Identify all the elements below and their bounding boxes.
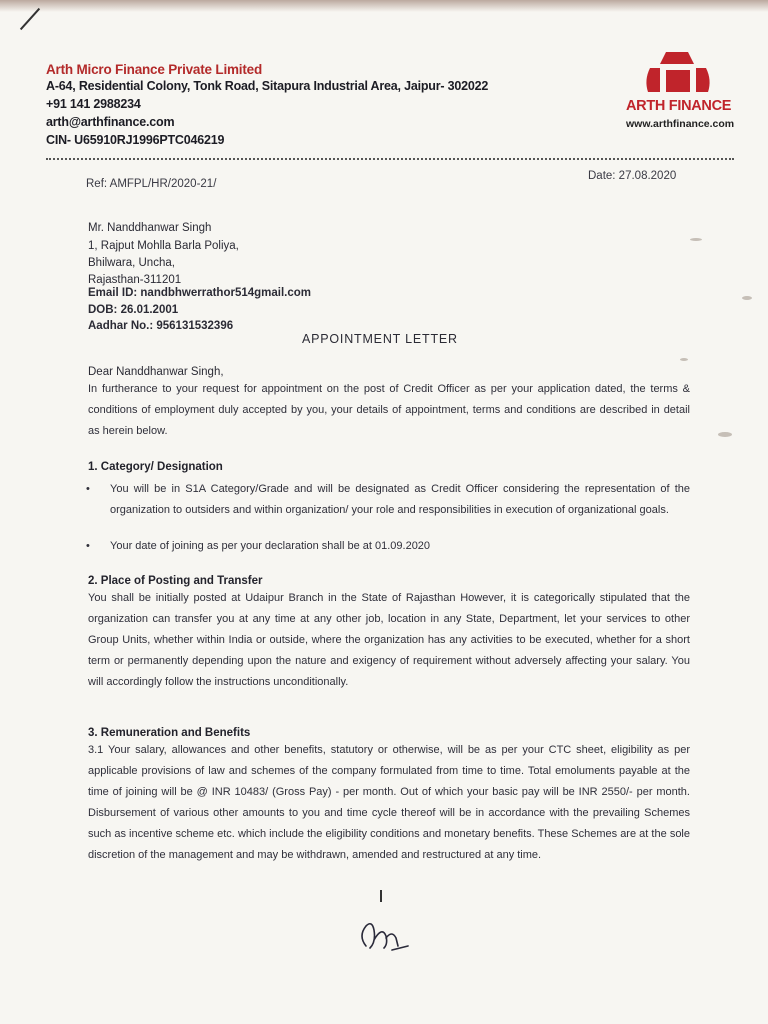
header-divider [46,158,734,160]
bullet-icon: • [86,540,90,552]
section-1-bullet [86,536,690,557]
recipient-aadhar: Aadhar No.: 956131532396 [88,320,234,332]
letter-date: Date: 27.08.2020 [588,170,677,182]
recipient-dob: DOB: 26.01.2001 [88,304,179,316]
section-2-body: You shall be initially posted at Udaipur Branch in the State of Rajasthan However, it is categorically stipulated that the organization can transfer you at any time at any other job, location in any State, Department, let your services to other Group Units, whether within India or outside, where the organization has any activities to be executed, whether for a short term or permanently depending upon the nature and exigency of requirement without adversely affecting your salary. You will accordingly follow the instructions unconditionally. [88,592,690,688]
logo-website: www.arthfinance.com [626,118,735,130]
logo-brand-name: ARTH FINANCE [626,98,732,114]
scan-edge [0,0,768,12]
section-3-body: 3.1 Your salary, allowances and other benefits, statutory or otherwise, will be as per your CTC sheet, eligibility as per applicable provisions of law and schemes of the company formulated from time to time. Total emoluments payable at the time of joining will be @ INR 10483/ (Gross Pay) - per month. Out of which your basic pay will be INR 2550/- per month. Disbursement of various other amounts to you and time cycle thereof will be in accordance with the prevailing Schemes such as incentive scheme etc. which include the eligibility conditions and monetary benefits. These Schemes are at the sole discretion of the management and may be withdrawn, amended and restructured at any time. [88,744,690,861]
intro-paragraph: In furtherance to your request for appointment on the post of Credit Officer as per your application dated, the terms & conditions of employment duly accepted by you, your details of appointment, terms and conditions are described in detail as herein below. [88,383,690,437]
company-name: Arth Micro Finance Private Limited [46,62,262,77]
scan-smudge [718,432,732,437]
bullet-text: Your date of joining as per your declaration shall be at 01.09.2020 [110,540,431,552]
recipient-address-line-1: 1, Rajput Mohlla Barla Poliya, [88,240,239,252]
bullet-text: You will be in S1A Category/Grade and will be designated as Credit Officer considering the representation of the organization to outsiders and within organization/ your role and responsibilities in execution of organizational goals. [110,483,690,516]
recipient-address-line-2: Bhilwara, Uncha, [88,257,175,269]
section-2-heading: 2. Place of Posting and Transfer [88,575,263,587]
section-1-bullet [86,479,690,521]
recipient-address-line-3: Rajasthan-311201 [88,274,182,286]
bullet-icon: • [86,483,90,495]
company-address: A-64, Residential Colony, Tonk Road, Sitapura Industrial Area, Jaipur- 302022 [46,79,489,93]
company-cin: CIN- U65910RJ1996PTC046219 [46,133,225,147]
company-email: arth@arthfinance.com [46,115,175,129]
recipient-email: Email ID: nandbhwerrathor514gmail.com [88,287,312,299]
ink-mark [380,890,382,902]
letter-title: APPOINTMENT LETTER [302,332,458,346]
reference-number: Ref: AMFPL/HR/2020-21/ [86,178,217,190]
salutation: Dear Nanddhanwar Singh, [88,366,224,378]
section-3-heading: 3. Remuneration and Benefits [88,727,251,739]
company-phone: +91 141 2988234 [46,97,141,111]
scan-smudge [742,296,752,300]
section-1-heading: 1. Category/ Designation [88,461,223,473]
signature-icon [352,916,412,960]
recipient-name: Mr. Nanddhanwar Singh [88,222,212,234]
scan-smudge [680,358,688,361]
scan-smudge [690,238,702,241]
